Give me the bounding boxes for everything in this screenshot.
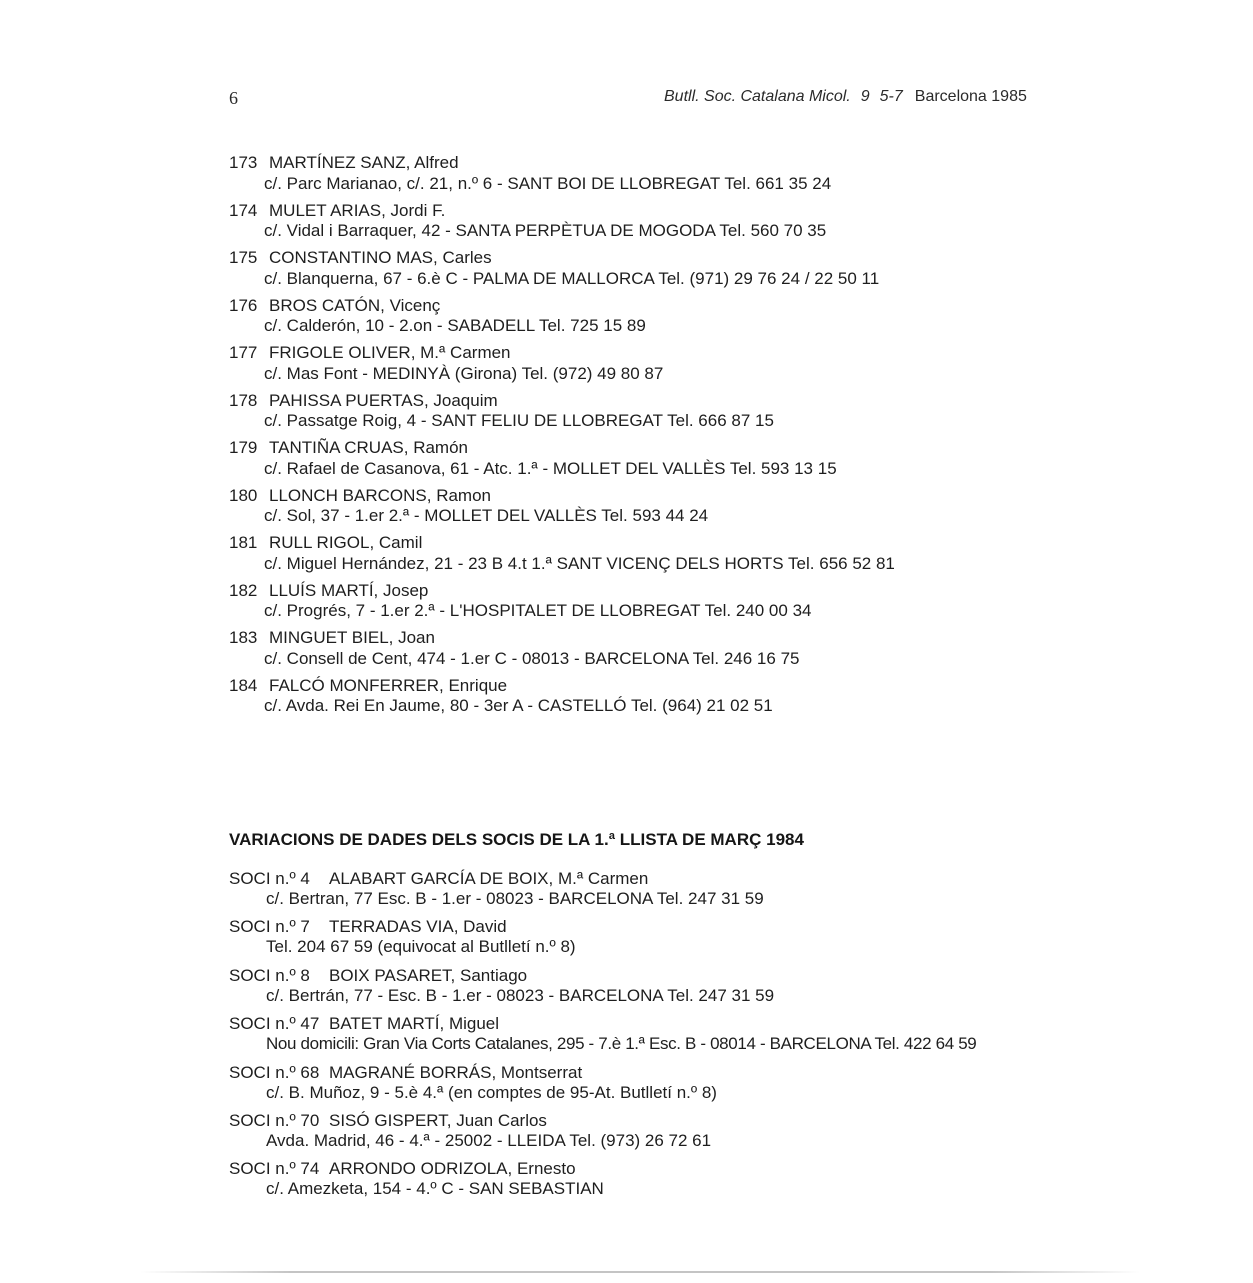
change-entry — [229, 1111, 1129, 1151]
member-name: CONSTANTINO MAS, Carles — [269, 248, 492, 267]
member-number: 177 — [229, 343, 258, 362]
member-name: MINGUET BIEL, Joan — [269, 628, 435, 647]
soci-number: SOCI n.º 7 — [229, 917, 310, 937]
member-entry — [229, 676, 1129, 717]
member-name: BROS CATÓN, Vicenç — [269, 295, 441, 315]
change-entry — [229, 917, 1129, 957]
soci-detail: c/. Amezketa, 154 - 4.º C - SAN SEBASTIAN — [266, 1179, 604, 1199]
member-name: TANTIÑA CRUAS, Ramón — [269, 438, 469, 457]
soci-name: TERRADAS VIA, David — [329, 917, 507, 937]
member-entry — [229, 628, 1129, 669]
member-number: 176 — [229, 295, 258, 315]
member-entry — [229, 248, 1129, 289]
member-name: LLONCH BARCONS, Ramon — [269, 485, 492, 505]
member-number: 184 — [229, 675, 258, 695]
member-entry — [229, 201, 1129, 242]
member-entry — [229, 153, 1129, 194]
journal-pages: 5-7 — [879, 88, 903, 105]
soci-detail: c/. Bertrán, 77 - Esc. B - 1.er - 08023 - BARCELONA Tel. 247 31 59 — [266, 985, 775, 1005]
member-entry — [229, 438, 1129, 479]
soci-number: SOCI n.º 70 — [229, 1110, 320, 1130]
member-address: c/. Vidal i Barraquer, 42 - SANTA PERPÈTUA DE MOGODA Tel. 560 70 35 — [264, 221, 827, 240]
member-entry — [229, 581, 1129, 622]
member-entry — [229, 343, 1129, 384]
member-number: 182 — [229, 580, 258, 600]
journal-issue: 9 — [860, 88, 870, 105]
member-number: 173 — [229, 153, 258, 172]
soci-name: BATET MARTÍ, Miguel — [329, 1014, 500, 1034]
member-name: RULL RIGOL, Camil — [269, 533, 423, 552]
soci-detail: Tel. 204 67 59 (equivocat al Butlletí n.º 8) — [266, 937, 576, 957]
soci-name: BOIX PASARET, Santiago — [329, 965, 528, 985]
member-number: 179 — [229, 438, 258, 457]
soci-number: SOCI n.º 8 — [229, 965, 310, 985]
member-address: c/. Mas Font - MEDINYÀ (Girona) Tel. (972) 49 80 87 — [264, 363, 664, 383]
soci-detail: c/. Bertran, 77 Esc. B - 1.er - 08023 - BARCELONA Tel. 247 31 59 — [266, 889, 764, 908]
member-number: 181 — [229, 533, 258, 552]
member-address: c/. Parc Marianao, c/. 21, n.º 6 - SANT BOI DE LLOBREGAT Tel. 661 35 24 — [264, 173, 832, 193]
member-name: FRIGOLE OLIVER, M.ª Carmen — [269, 343, 511, 362]
section-title: VARIACIONS DE DADES DELS SOCIS DE LA 1.ª LLISTA DE MARÇ 1984 — [229, 830, 804, 849]
soci-detail: c/. B. Muñoz, 9 - 5.è 4.ª (en comptes de 95-At. Butlletí n.º 8) — [266, 1082, 717, 1102]
change-entry — [229, 869, 1129, 909]
new-members-list — [229, 153, 1129, 723]
soci-number: SOCI n.º 74 — [229, 1159, 320, 1179]
member-number: 178 — [229, 390, 258, 410]
member-entry — [229, 391, 1129, 432]
member-address: c/. Passatge Roig, 4 - SANT FELIU DE LLOBREGAT Tel. 666 87 15 — [264, 411, 774, 430]
member-entry — [229, 533, 1129, 574]
member-name: LLUÍS MARTÍ, Josep — [269, 580, 429, 600]
member-name: FALCÓ MONFERRER, Enrique — [269, 675, 508, 695]
soci-detail: Avda. Madrid, 46 - 4.ª - 25002 - LLEIDA Tel. (973) 26 72 61 — [266, 1130, 712, 1150]
soci-number: SOCI n.º 4 — [229, 869, 310, 888]
journal-place-year: Barcelona 1985 — [914, 88, 1027, 105]
soci-number: SOCI n.º 68 — [229, 1062, 320, 1082]
member-address: c/. Miguel Hernández, 21 - 23 B 4.t 1.ª SANT VICENÇ DELS HORTS Tel. 656 52 81 — [264, 553, 895, 573]
journal-title: Butll. Soc. Catalana Micol. — [664, 88, 851, 105]
member-name: MARTÍNEZ SANZ, Alfred — [269, 153, 459, 172]
member-number: 183 — [229, 628, 258, 647]
member-number: 175 — [229, 248, 258, 267]
member-address: c/. Progrés, 7 - 1.er 2.ª - L'HOSPITALET DE LLOBREGAT Tel. 240 00 34 — [264, 601, 812, 620]
bottom-rule — [140, 1271, 1140, 1273]
member-entry — [229, 486, 1129, 527]
running-header — [664, 88, 1027, 106]
change-entry — [229, 1063, 1129, 1103]
change-entry — [229, 966, 1129, 1006]
member-number: 174 — [229, 200, 258, 220]
change-entry — [229, 1159, 1129, 1199]
change-entry — [229, 1014, 1129, 1054]
member-changes-list — [229, 869, 1129, 1208]
soci-name: ARRONDO ODRIZOLA, Ernesto — [329, 1159, 576, 1179]
member-entry — [229, 296, 1129, 337]
member-address: c/. Avda. Rei En Jaume, 80 - 3er A - CASTELLÓ Tel. (964) 21 02 51 — [264, 696, 773, 715]
page-number: 6 — [229, 88, 238, 108]
member-address: c/. Calderón, 10 - 2.on - SABADELL Tel. 725 15 89 — [264, 316, 646, 335]
member-number: 180 — [229, 485, 258, 505]
member-address: c/. Sol, 37 - 1.er 2.ª - MOLLET DEL VALLÈS Tel. 593 44 24 — [264, 506, 709, 525]
member-address: c/. Blanquerna, 67 - 6.è C - PALMA DE MALLORCA Tel. (971) 29 76 24 / 22 50 11 — [264, 268, 880, 288]
soci-name: ALABART GARCÍA DE BOIX, M.ª Carmen — [329, 869, 649, 888]
member-address: c/. Rafael de Casanova, 61 - Atc. 1.ª - MOLLET DEL VALLÈS Tel. 593 13 15 — [264, 458, 837, 478]
member-name: MULET ARIAS, Jordi F. — [269, 200, 446, 220]
member-name: PAHISSA PUERTAS, Joaquim — [269, 390, 498, 410]
member-address: c/. Consell de Cent, 474 - 1.er C - 08013 - BARCELONA Tel. 246 16 75 — [264, 648, 800, 668]
soci-detail: Nou domicili: Gran Via Corts Catalanes, 295 - 7.è 1.ª Esc. B - 08014 - BARCELONA Tel. 422 64 59 — [266, 1034, 977, 1054]
soci-name: SISÓ GISPERT, Juan Carlos — [329, 1110, 547, 1130]
soci-number: SOCI n.º 47 — [229, 1014, 320, 1034]
soci-name: MAGRANÉ BORRÁS, Montserrat — [329, 1062, 583, 1082]
